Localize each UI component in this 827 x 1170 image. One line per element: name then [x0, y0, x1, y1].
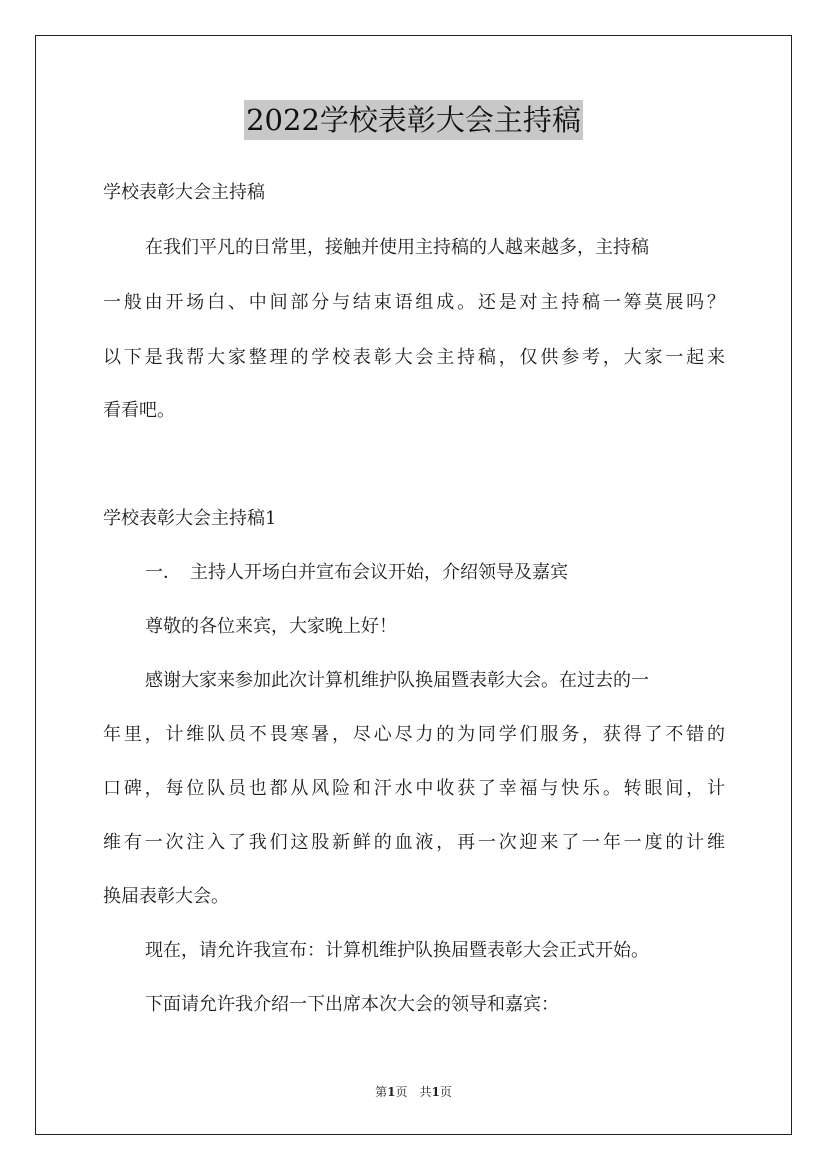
section-heading: 学校表彰大会主持稿1 [103, 508, 277, 529]
agenda-item-1: 一． 主持人开场白并宣布会议开始，介绍领导及嘉宾 [145, 562, 568, 583]
footer-mid: 页 共 [395, 1085, 432, 1099]
para1-line-4: 维有一次注入了我们这股新鲜的血液，再一次迎来了一年一度的计维 [103, 832, 725, 853]
footer-page-total: 1 [431, 1085, 440, 1099]
intro-line-1: 在我们平凡的日常里，接触并使用主持稿的人越来越多，主持稿 [145, 237, 649, 258]
intro-line-3: 以下是我帮大家整理的学校表彰大会主持稿，仅供参考，大家一起来 [103, 347, 725, 368]
page-footer [0, 1084, 827, 1100]
subtitle: 学校表彰大会主持稿 [103, 182, 265, 203]
introduce-line: 下面请允许我介绍一下出席本次大会的领导和嘉宾： [145, 994, 559, 1015]
intro-line-4: 看看吧。 [103, 400, 175, 421]
title-container [0, 100, 827, 140]
para1-line-3: 口碑，每位队员也都从风险和汗水中收获了幸福与快乐。转眼间，计 [103, 778, 725, 799]
document-title: 2022学校表彰大会主持稿 [244, 100, 583, 140]
footer-prefix: 第 [375, 1085, 388, 1099]
para1-line-2: 年里，计维队员不畏寒暑，尽心尽力的为同学们服务，获得了不错的 [103, 724, 725, 745]
footer-page-number: 1 [387, 1085, 396, 1099]
footer-suffix: 页 [439, 1085, 452, 1099]
intro-line-2: 一般由开场白、中间部分与结束语组成。还是对主持稿一筹莫展吗？ [103, 292, 725, 313]
para1-line-1: 感谢大家来参加此次计算机维护队换届暨表彰大会。在过去的一 [145, 670, 649, 691]
announce-line: 现在，请允许我宣布：计算机维护队换届暨表彰大会正式开始。 [145, 940, 649, 961]
greeting-line: 尊敬的各位来宾，大家晚上好！ [145, 616, 397, 637]
para1-line-5: 换届表彰大会。 [103, 886, 229, 907]
